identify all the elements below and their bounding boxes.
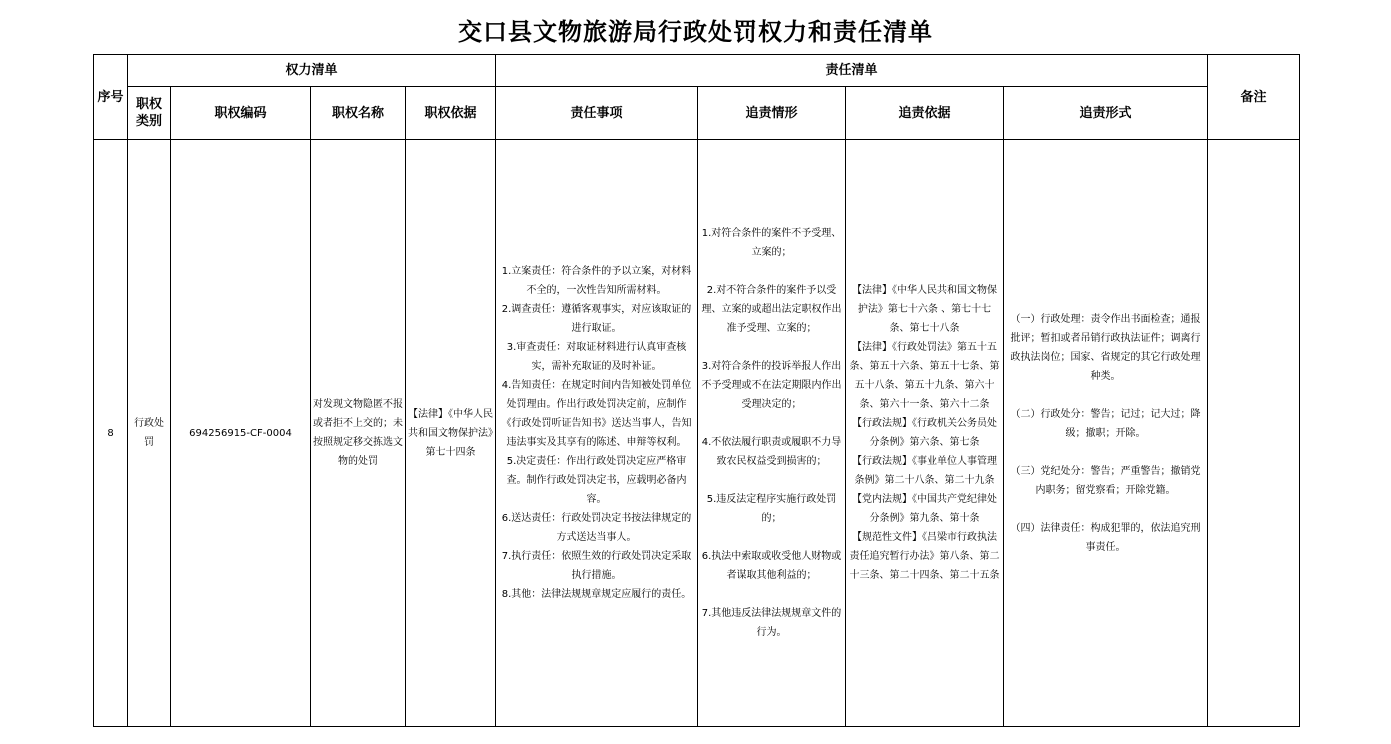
- cell-seq: 8: [94, 140, 128, 727]
- header-category: 职权 类别: [128, 87, 171, 140]
- header-accountability-cases: 追责情形: [698, 87, 846, 140]
- cell-duty-items: 1.立案责任：符合条件的予以立案，对材料不全的，一次性告知所需材料。 2.调查责任：遵循客观事实，对应该取证的进行取证。 3.审查责任：对取证材料进行认真审查核实，需补充取证的及时补证。 4.告知责任：在规定时间内告知被处罚单位处罚理由。作出行政处罚决定前，应制作《行政处罚听证告知书》送达当事人，告知违法事实及其享有的陈述、申辩等权利。 5.决定责任：作出行政处罚决定应严格审查。制作行政处罚决定书，应载明必备内容。 6.送达责任：行政处罚决定书按法律规定的方式送达当事人。 7.执行责任：依照生效的行政处罚决定采取执行措施。 8.其他：法律法规规章规定应履行的责任。: [496, 140, 698, 727]
- cell-accountability-basis: 【法律】《中华人民共和国文物保护法》第七十六条 、第七十七条、第七十八条 【法律】《行政处罚法》第五十五条、第五十六条、第五十七条、第五十八条、第五十九条、第六十条、第六十一条、第六十二条 【行政法规】《行政机关公务员处分条例》第六条、第七条 【行政法规】《事业单位人事管理条例》第二十八条、第二十九条 【党内法规】《中国共产党纪律处分条例》第九条、第十条 【规范性文件】《吕梁市行政执法责任追究暂行办法》第八条、第二十三条、第二十四条、第二十五条: [846, 140, 1004, 727]
- header-remarks: 备注: [1208, 55, 1300, 140]
- power-duty-table: [93, 54, 1300, 727]
- header-name: 职权名称: [311, 87, 406, 140]
- cell-basis: 【法律】《中华人民共和国文物保护法》第七十四条: [406, 140, 496, 727]
- cell-category: 行政处罚: [128, 140, 171, 727]
- cell-code: 694256915-CF-0004: [171, 140, 311, 727]
- cell-accountability-cases: 1.对符合条件的案件不予受理、立案的； 2.对不符合条件的案件予以受理、立案的或超出法定职权作出准予受理、立案的； 3.对符合条件的投诉举报人作出不予受理或不在法定期限内作出受理决定的； 4.不依法履行职责或履职不力导致农民权益受到损害的； 5.违反法定程序实施行政处罚的； 6.执法中索取或收受他人财物或者谋取其他利益的； 7.其他违反法律法规规章文件的行为。: [698, 140, 846, 727]
- table-row: [94, 140, 1300, 727]
- header-basis: 职权依据: [406, 87, 496, 140]
- header-duty-list: 责任清单: [496, 55, 1208, 87]
- header-seq: 序号: [94, 55, 128, 140]
- cell-name: 对发现文物隐匿不报或者拒不上交的；未按照规定移交拣选文物的处罚: [311, 140, 406, 727]
- cell-accountability-forms: （一）行政处理：责令作出书面检查；通报批评；暂扣或者吊销行政执法证件；调离行政执法岗位；国家、省规定的其它行政处理种类。 （二）行政处分：警告；记过；记大过；降级；撤职；开除。 （三）党纪处分：警告；严重警告；撤销党内职务；留党察看；开除党籍。 （四）法律责任：构成犯罪的，依法追究刑事责任。: [1004, 140, 1208, 727]
- header-accountability-basis: 追责依据: [846, 87, 1004, 140]
- header-duty-items: 责任事项: [496, 87, 698, 140]
- cell-remarks: [1208, 140, 1300, 727]
- header-power-list: 权力清单: [128, 55, 496, 87]
- page-title: 交口县文物旅游局行政处罚权力和责任清单: [458, 17, 933, 46]
- header-code: 职权编码: [171, 87, 311, 140]
- header-accountability-forms: 追责形式: [1004, 87, 1208, 140]
